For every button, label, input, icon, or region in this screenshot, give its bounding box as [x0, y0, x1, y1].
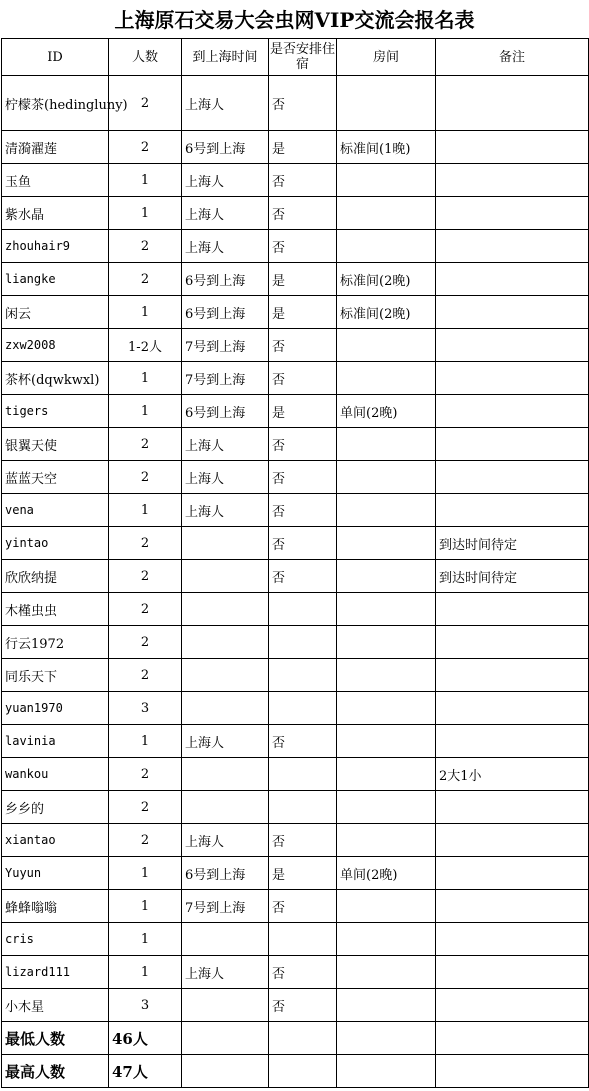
cell-room: 标准间(2晚) — [337, 296, 436, 329]
cell-people: 3 — [109, 692, 182, 725]
cell-people: 2 — [109, 230, 182, 263]
cell-arrival — [182, 659, 269, 692]
cell-note — [436, 230, 589, 263]
cell-id: 银翼天使 — [2, 428, 109, 461]
cell-people: 2 — [109, 593, 182, 626]
cell-id: 蓝蓝天空 — [2, 461, 109, 494]
empty-cell — [182, 1055, 269, 1088]
header-lodging: 是否安排住宿 — [269, 39, 337, 76]
cell-id: 木槿虫虫 — [2, 593, 109, 626]
cell-id: 清漪濯莲 — [2, 131, 109, 164]
cell-room — [337, 494, 436, 527]
header-arrival: 到上海时间 — [182, 39, 269, 76]
cell-people: 2 — [109, 659, 182, 692]
cell-id: 柠檬茶(hedingluny) — [2, 76, 109, 131]
cell-lodging: 是 — [269, 263, 337, 296]
cell-lodging: 否 — [269, 230, 337, 263]
empty-cell — [182, 1022, 269, 1055]
table-row — [2, 494, 589, 527]
table-row — [2, 428, 589, 461]
cell-arrival — [182, 560, 269, 593]
header-room: 房间 — [337, 39, 436, 76]
cell-arrival: 7号到上海 — [182, 890, 269, 923]
cell-room — [337, 230, 436, 263]
table-row — [2, 527, 589, 560]
cell-room: 标准间(2晚) — [337, 263, 436, 296]
table-row — [2, 296, 589, 329]
cell-arrival: 上海人 — [182, 76, 269, 131]
cell-arrival — [182, 989, 269, 1022]
cell-note — [436, 626, 589, 659]
cell-room — [337, 197, 436, 230]
cell-arrival: 6号到上海 — [182, 857, 269, 890]
cell-id: xiantao — [2, 824, 109, 857]
cell-note — [436, 296, 589, 329]
table-row — [2, 263, 589, 296]
cell-people: 2 — [109, 131, 182, 164]
cell-arrival: 上海人 — [182, 230, 269, 263]
cell-id: tigers — [2, 395, 109, 428]
cell-note — [436, 164, 589, 197]
cell-id: zxw2008 — [2, 329, 109, 362]
cell-people: 1 — [109, 296, 182, 329]
cell-lodging — [269, 593, 337, 626]
cell-id: 玉鱼 — [2, 164, 109, 197]
total-label: 最高人数 — [2, 1055, 109, 1088]
cell-room — [337, 725, 436, 758]
cell-lodging — [269, 758, 337, 791]
table-row — [2, 659, 589, 692]
cell-lodging: 否 — [269, 989, 337, 1022]
cell-id: 欣欣纳提 — [2, 560, 109, 593]
cell-room — [337, 890, 436, 923]
cell-people: 3 — [109, 989, 182, 1022]
cell-note: 2大1小 — [436, 758, 589, 791]
cell-room — [337, 659, 436, 692]
cell-note — [436, 428, 589, 461]
table-row — [2, 131, 589, 164]
cell-people: 2 — [109, 626, 182, 659]
cell-lodging: 否 — [269, 725, 337, 758]
header-note: 备注 — [436, 39, 589, 76]
cell-id: yuan1970 — [2, 692, 109, 725]
table-row — [2, 758, 589, 791]
cell-lodging: 否 — [269, 197, 337, 230]
cell-room — [337, 164, 436, 197]
cell-room — [337, 824, 436, 857]
cell-note — [436, 824, 589, 857]
cell-people: 1 — [109, 857, 182, 890]
cell-room — [337, 362, 436, 395]
cell-note — [436, 890, 589, 923]
cell-arrival: 上海人 — [182, 197, 269, 230]
cell-note — [436, 494, 589, 527]
cell-arrival: 上海人 — [182, 725, 269, 758]
cell-arrival — [182, 692, 269, 725]
cell-people: 1 — [109, 494, 182, 527]
cell-arrival: 上海人 — [182, 824, 269, 857]
total-value: 47人 — [109, 1055, 182, 1088]
cell-room — [337, 76, 436, 131]
cell-id: 蜂蜂嗡嗡 — [2, 890, 109, 923]
cell-note: 到达时间待定 — [436, 527, 589, 560]
cell-note — [436, 857, 589, 890]
empty-cell — [337, 1022, 436, 1055]
cell-id: Yuyun — [2, 857, 109, 890]
cell-people: 1 — [109, 725, 182, 758]
cell-room — [337, 527, 436, 560]
cell-people: 1 — [109, 362, 182, 395]
cell-arrival — [182, 923, 269, 956]
table-row — [2, 626, 589, 659]
cell-note — [436, 131, 589, 164]
cell-id: yintao — [2, 527, 109, 560]
cell-room — [337, 461, 436, 494]
table-row — [2, 989, 589, 1022]
cell-note — [436, 329, 589, 362]
cell-lodging: 否 — [269, 164, 337, 197]
header-id: ID — [2, 39, 109, 76]
cell-arrival: 6号到上海 — [182, 131, 269, 164]
cell-id: 同乐天下 — [2, 659, 109, 692]
cell-people: 2 — [109, 428, 182, 461]
cell-lodging: 否 — [269, 362, 337, 395]
cell-people: 1 — [109, 890, 182, 923]
cell-people: 1-2人 — [109, 329, 182, 362]
table-row — [2, 329, 589, 362]
cell-lodging — [269, 791, 337, 824]
cell-id: cris — [2, 923, 109, 956]
total-label: 最低人数 — [2, 1022, 109, 1055]
cell-arrival — [182, 758, 269, 791]
cell-arrival: 上海人 — [182, 494, 269, 527]
cell-note — [436, 76, 589, 131]
cell-people: 2 — [109, 461, 182, 494]
empty-cell — [337, 1055, 436, 1088]
table-row — [2, 230, 589, 263]
cell-lodging — [269, 659, 337, 692]
cell-lodging: 否 — [269, 461, 337, 494]
table-row — [2, 791, 589, 824]
cell-note — [436, 692, 589, 725]
cell-id: 闲云 — [2, 296, 109, 329]
cell-room — [337, 428, 436, 461]
cell-arrival: 上海人 — [182, 428, 269, 461]
cell-lodging: 否 — [269, 428, 337, 461]
cell-lodging: 否 — [269, 824, 337, 857]
cell-room — [337, 692, 436, 725]
cell-note — [436, 395, 589, 428]
cell-lodging — [269, 626, 337, 659]
cell-note — [436, 725, 589, 758]
cell-lodging: 否 — [269, 76, 337, 131]
table-row — [2, 164, 589, 197]
cell-room — [337, 560, 436, 593]
empty-cell — [269, 1055, 337, 1088]
cell-lodging: 是 — [269, 131, 337, 164]
cell-id: zhouhair9 — [2, 230, 109, 263]
cell-room — [337, 956, 436, 989]
cell-room: 单间(2晚) — [337, 857, 436, 890]
cell-room — [337, 593, 436, 626]
cell-note: 到达时间待定 — [436, 560, 589, 593]
cell-lodging: 否 — [269, 494, 337, 527]
cell-note — [436, 956, 589, 989]
cell-people: 1 — [109, 956, 182, 989]
cell-people: 2 — [109, 791, 182, 824]
cell-people: 2 — [109, 76, 182, 131]
total-row — [2, 1022, 589, 1055]
cell-room — [337, 791, 436, 824]
empty-cell — [436, 1055, 589, 1088]
cell-id: lavinia — [2, 725, 109, 758]
cell-arrival: 上海人 — [182, 461, 269, 494]
empty-cell — [436, 1022, 589, 1055]
cell-lodging: 否 — [269, 956, 337, 989]
cell-id: lizard111 — [2, 956, 109, 989]
table-row — [2, 857, 589, 890]
cell-arrival: 上海人 — [182, 956, 269, 989]
cell-people: 2 — [109, 758, 182, 791]
table-row — [2, 725, 589, 758]
sheet-title: 上海原石交易大会虫网VIP交流会报名表 — [114, 8, 475, 32]
table-row — [2, 956, 589, 989]
cell-arrival: 上海人 — [182, 164, 269, 197]
registration-table — [1, 38, 589, 1088]
table-row — [2, 923, 589, 956]
table-row — [2, 197, 589, 230]
table-row — [2, 824, 589, 857]
table-row — [2, 692, 589, 725]
cell-arrival — [182, 593, 269, 626]
cell-id: 小木星 — [2, 989, 109, 1022]
table-row — [2, 76, 589, 131]
cell-people: 1 — [109, 395, 182, 428]
cell-lodging: 否 — [269, 527, 337, 560]
cell-note — [436, 197, 589, 230]
table-row — [2, 560, 589, 593]
cell-people: 1 — [109, 197, 182, 230]
table-row — [2, 461, 589, 494]
cell-id: vena — [2, 494, 109, 527]
cell-id: 茶杯(dqwkwxl) — [2, 362, 109, 395]
cell-arrival: 7号到上海 — [182, 362, 269, 395]
empty-cell — [269, 1022, 337, 1055]
total-value: 46人 — [109, 1022, 182, 1055]
cell-people: 2 — [109, 263, 182, 296]
cell-id: 行云1972 — [2, 626, 109, 659]
cell-note — [436, 923, 589, 956]
cell-lodging — [269, 692, 337, 725]
cell-arrival: 6号到上海 — [182, 263, 269, 296]
cell-id: liangke — [2, 263, 109, 296]
cell-room — [337, 758, 436, 791]
cell-lodging: 否 — [269, 890, 337, 923]
table-row — [2, 362, 589, 395]
cell-note — [436, 362, 589, 395]
cell-room: 标准间(1晚) — [337, 131, 436, 164]
cell-room — [337, 923, 436, 956]
table-row — [2, 395, 589, 428]
table-row — [2, 890, 589, 923]
cell-lodging: 是 — [269, 857, 337, 890]
cell-note — [436, 659, 589, 692]
cell-people: 1 — [109, 164, 182, 197]
cell-lodging: 否 — [269, 560, 337, 593]
cell-arrival — [182, 791, 269, 824]
cell-note — [436, 461, 589, 494]
cell-people: 2 — [109, 560, 182, 593]
total-row — [2, 1055, 589, 1088]
cell-arrival — [182, 527, 269, 560]
cell-id: wankou — [2, 758, 109, 791]
cell-note — [436, 593, 589, 626]
cell-note — [436, 791, 589, 824]
cell-room — [337, 626, 436, 659]
cell-note — [436, 989, 589, 1022]
cell-room — [337, 329, 436, 362]
header-row — [2, 39, 589, 76]
header-people: 人数 — [109, 39, 182, 76]
cell-people: 1 — [109, 923, 182, 956]
cell-arrival: 7号到上海 — [182, 329, 269, 362]
cell-lodging: 是 — [269, 296, 337, 329]
cell-lodging: 是 — [269, 395, 337, 428]
cell-id: 乡乡的 — [2, 791, 109, 824]
cell-arrival: 6号到上海 — [182, 296, 269, 329]
cell-lodging — [269, 923, 337, 956]
cell-note — [436, 263, 589, 296]
cell-arrival — [182, 626, 269, 659]
cell-arrival: 6号到上海 — [182, 395, 269, 428]
cell-lodging: 否 — [269, 329, 337, 362]
table-row — [2, 593, 589, 626]
cell-room: 单间(2晚) — [337, 395, 436, 428]
cell-room — [337, 989, 436, 1022]
cell-people: 2 — [109, 824, 182, 857]
cell-id: 紫水晶 — [2, 197, 109, 230]
cell-people: 2 — [109, 527, 182, 560]
